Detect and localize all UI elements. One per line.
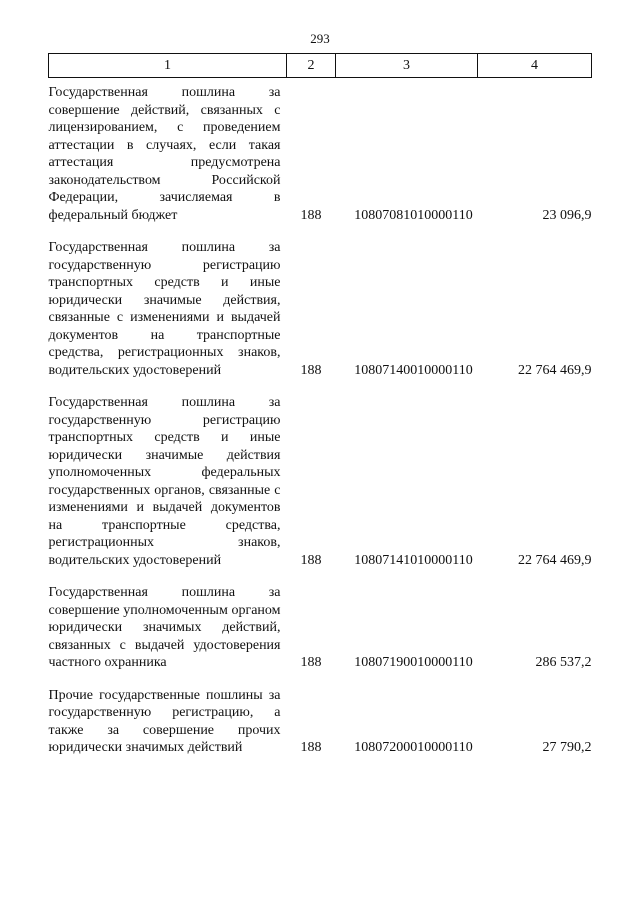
admin-code: 188 — [300, 207, 322, 223]
header-col-4: 4 — [478, 54, 592, 78]
page-number: 293 — [310, 31, 330, 46]
amount: 286 537,2 — [535, 655, 592, 670]
revenue-name: Государственная пошлина за государственную регистрацию транспортных средств и иные юридически значимые действия, связанные с изменениями и выдачей документов на транспортные средства, регистрационных знаков, водительских удостоверений — [48, 240, 281, 378]
budget-classification-code: 10807140010000110 — [354, 362, 473, 378]
revenue-name: Государственная пошлина за совершение уполномоченным органом юридически значимых действий, связанных с выдачей удостоверения частного охранника — [48, 585, 281, 670]
revenue-name: Государственная пошлина за государственную регистрацию транспортных средств и иные юридически значимые действия уполномоченных федеральных государственных органов, связанные с изменениями и выдачей документов на транспортные средства, регистрационных знаков, водительских удостоверений — [48, 395, 281, 568]
table-row — [49, 569, 592, 672]
header-row — [49, 54, 592, 78]
amount: 22 764 469,9 — [518, 552, 592, 568]
admin-code: 188 — [300, 655, 322, 670]
revenue-table — [48, 53, 592, 757]
header-col-1: 1 — [49, 54, 287, 78]
budget-classification-code: 10807081010000110 — [354, 207, 473, 223]
table-row — [49, 672, 592, 757]
amount: 27 790,2 — [542, 740, 592, 755]
header-col-2: 2 — [287, 54, 336, 78]
admin-code: 188 — [300, 740, 322, 755]
table-row — [49, 224, 592, 379]
table-row — [49, 78, 592, 225]
budget-classification-code: 10807200010000110 — [354, 740, 473, 755]
revenue-name: Прочие государственные пошлины за государственную регистрацию, а также за совершение прочих юридически значимых действий — [48, 687, 281, 755]
table-body — [49, 78, 592, 757]
table-header — [49, 54, 592, 78]
budget-classification-code: 10807190010000110 — [354, 655, 473, 670]
table-row — [49, 379, 592, 569]
revenue-name: Государственная пошлина за совершение действий, связанных с лицензированием, с проведением аттестации в случаях, если такая аттестация предусмотрена законодательством Российской Федерации, зачисляемая в федеральный бюджет — [48, 85, 281, 223]
admin-code: 188 — [300, 552, 322, 568]
admin-code: 188 — [300, 362, 322, 378]
header-col-3: 3 — [336, 54, 478, 78]
amount: 22 764 469,9 — [518, 362, 592, 378]
amount: 23 096,9 — [542, 207, 592, 223]
budget-classification-code: 10807141010000110 — [354, 552, 473, 568]
